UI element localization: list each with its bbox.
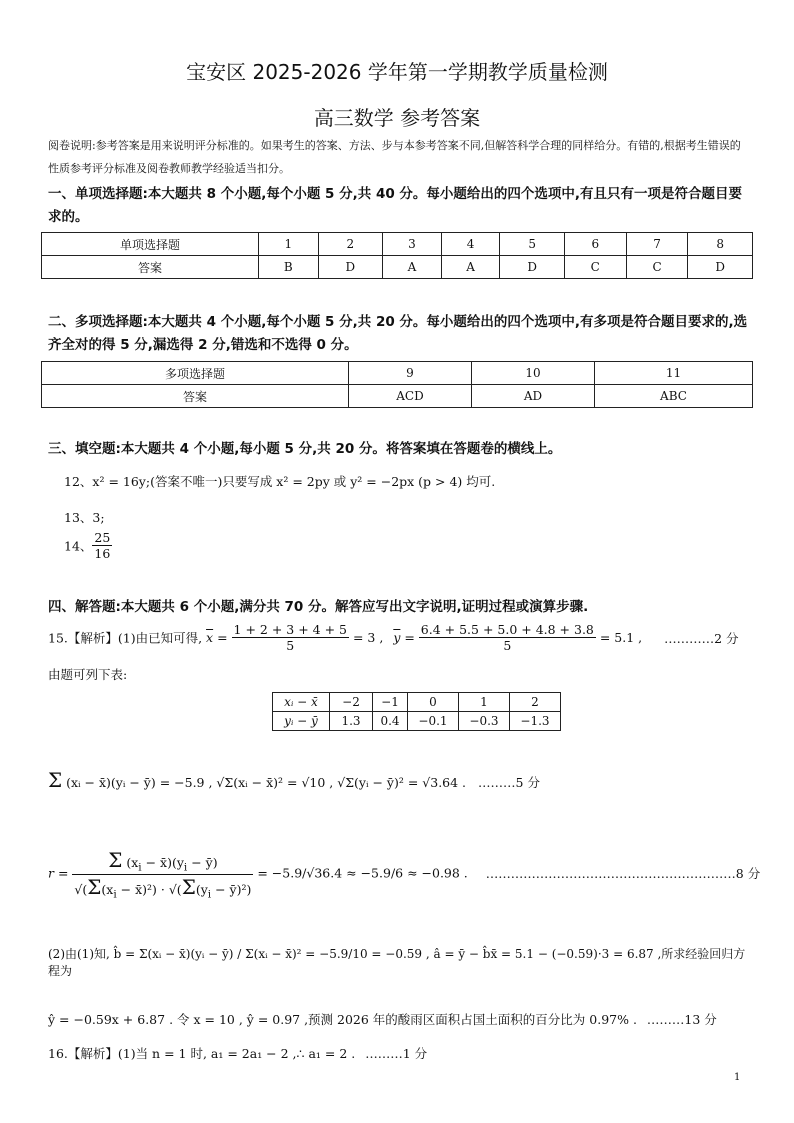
score-5: ………5 分: [478, 775, 540, 790]
dev-cell: −0.3: [459, 712, 510, 731]
q-number: 1: [259, 233, 319, 256]
section2-heading: 二、多项选择题:本大题共 4 个小题,每个小题 5 分,共 20 分。每小题给出的四个选项中,有多项是符合题目要求的,选齐全对的得 5 分,漏选得 2 分,错选和不选得 0 分。: [48, 314, 748, 353]
q-answer: C: [626, 256, 688, 279]
q16-line: [48, 1044, 427, 1062]
dev-cell: −2: [330, 693, 373, 712]
q14-numerator: 25: [94, 530, 111, 545]
sigma-icon: Σ: [181, 874, 196, 899]
q15-part1-line: [48, 622, 739, 653]
q12-line: [64, 472, 495, 490]
xbar-fraction: [232, 622, 349, 653]
q-number: 10: [472, 362, 595, 385]
score-8: ……………………………………………………8 分: [485, 865, 761, 881]
q-answer: D: [688, 256, 753, 279]
r-fraction: [72, 848, 253, 900]
xbar-result: = 3 ,: [352, 630, 384, 645]
q-number: 4: [441, 233, 500, 256]
dev-cell: 1: [459, 693, 510, 712]
q14-label: 14、: [64, 538, 93, 554]
q-number: 9: [349, 362, 472, 385]
q-answer: A: [441, 256, 500, 279]
q14-denominator: 16: [94, 546, 111, 561]
q-answer: D: [318, 256, 382, 279]
page-number: 1: [734, 1072, 741, 1083]
sigma-icon: Σ: [48, 768, 63, 792]
grading-note: 阅卷说明:参考答案是用来说明评分标准的。如果考生的答案、方法、步与本参考答案不同,但解答科学合理的同样给分。有错的,根据考生错误的性质参考评分标准及阅卷教师教学经验适当扣分。: [48, 139, 741, 175]
equals-sign: =: [57, 865, 73, 881]
q15-intro: 15.【解析】(1)由已知可得,: [48, 630, 203, 646]
ybar-numerator: 6.4 + 5.5 + 5.0 + 4.8 + 3.8: [420, 622, 594, 637]
section2-answer-label: 答案: [42, 385, 349, 408]
dev-row2-label: yᵢ − ȳ: [273, 712, 330, 731]
q-number: 7: [626, 233, 688, 256]
score-13: ………13 分: [646, 1012, 717, 1027]
page-subtitle: 高三数学 参考答案: [313, 106, 481, 130]
section1-row-label: 单项选择题: [42, 233, 259, 256]
r-line: [48, 848, 760, 900]
section2-row-label: 多项选择题: [42, 362, 349, 385]
section1-heading: 一、单项选择题:本大题共 8 个小题,每个小题 5 分,共 40 分。每小题给出的四个选项中,有且只有一项是符合题目要求的。: [48, 186, 743, 225]
part2-line: (2)由(1)知, b̂ = Σ(xᵢ − x̄)(yᵢ − ȳ) / Σ(xᵢ − x̄)² = −5.9/10 = −0.59 , â = ȳ − b̂x̄ = 5.1 − (−0.59)·3 = 6.87 ,所求经验回归方程为: [48, 947, 746, 978]
q16-text: 16.【解析】(1)当 n = 1 时, a₁ = 2a₁ − 2 ,∴ a₁ = 2 .: [48, 1046, 356, 1061]
sigma-icon: Σ: [108, 848, 123, 872]
dev-cell: 1.3: [330, 712, 373, 731]
regression-text: ŷ = −0.59x + 6.87 . 令 x = 10 , ŷ = 0.97 ,预测 2026 年的酸雨区面积占国土面积的百分比为 0.97% .: [48, 1012, 637, 1027]
dev-cell: 2: [510, 693, 561, 712]
q-answer: A: [383, 256, 442, 279]
q-number: 6: [564, 233, 626, 256]
sums-line: [48, 768, 540, 792]
q12-label: 12、: [64, 474, 93, 489]
dev-row1-label: xᵢ − x̄: [273, 693, 330, 712]
q-number: 3: [383, 233, 442, 256]
dev-cell: 0.4: [373, 712, 408, 731]
q14-fraction: [92, 530, 112, 561]
q13-line: 13、3;: [64, 510, 105, 525]
section1-answer-label: 答案: [42, 256, 259, 279]
score-1: ………1 分: [365, 1046, 428, 1061]
section2-answer-table: [41, 361, 753, 408]
r-denominator: $√(\Sigma(x_i$ − x̄)²) · $√(\Sigma(y_i$ − ȳ)²): [74, 874, 252, 900]
r-symbol: r: [48, 865, 54, 881]
q14-line: [64, 530, 112, 561]
xbar-numerator: 1 + 2 + 3 + 4 + 5: [233, 622, 347, 637]
ybar-denominator: 5: [503, 638, 512, 653]
q-answer: B: [259, 256, 319, 279]
score-2: …………2 分: [664, 630, 739, 646]
q-answer: ABC: [595, 385, 753, 408]
regression-line: [48, 1010, 717, 1028]
ybar-result: = 5.1 ,: [599, 630, 643, 645]
xbar-symbol: $\overline{x}$: [206, 630, 214, 645]
dev-cell: −1.3: [510, 712, 561, 731]
section1-answer-table: [41, 232, 753, 279]
q-answer: ACD: [349, 385, 472, 408]
sigma-icon: Σ: [87, 874, 102, 899]
ybar-symbol: $\overline{y}$: [393, 630, 401, 645]
section3-heading: 三、填空题:本大题共 4 个小题,每小题 5 分,共 20 分。将答案填在答题卷的横线上。: [48, 441, 562, 457]
dev-cell: 0: [408, 693, 459, 712]
dev-cell: −0.1: [408, 712, 459, 731]
ybar-fraction: [419, 622, 596, 653]
xbar-denominator: 5: [286, 638, 295, 653]
section4-heading: 四、解答题:本大题共 6 个小题,满分共 70 分。解答应写出文字说明,证明过程或演算步骤.: [48, 599, 589, 615]
r-result: = −5.9/√36.4 ≈ −5.9/6 ≈ −0.98 .: [257, 865, 468, 881]
dev-cell: −1: [373, 693, 408, 712]
sums-text: (xᵢ − x̄)(yᵢ − ȳ) = −5.9 , √Σ(xᵢ − x̄)² = √10 , √Σ(yᵢ − ȳ)² = √3.64 .: [66, 775, 467, 790]
q-number: 2: [318, 233, 382, 256]
table-intro: 由题可列下表:: [48, 667, 128, 682]
page-title: 宝安区 2025-2026 学年第一学期教学质量检测: [186, 60, 608, 84]
r-numerator: Σ ($x_i$ − $x̄)(y_i$ − ȳ): [72, 848, 253, 875]
q-number: 5: [500, 233, 564, 256]
q-number: 11: [595, 362, 753, 385]
q-answer: D: [500, 256, 564, 279]
equals-sign: =: [400, 630, 419, 645]
q-number: 8: [688, 233, 753, 256]
deviation-table: [272, 692, 561, 731]
q-answer: AD: [472, 385, 595, 408]
equals-sign: =: [213, 630, 232, 645]
q12-answer: x² = 16y;(答案不唯一)只要写成 x² = 2py 或 y² = −2px (p > 4) 均可.: [92, 474, 496, 489]
q-answer: C: [564, 256, 626, 279]
